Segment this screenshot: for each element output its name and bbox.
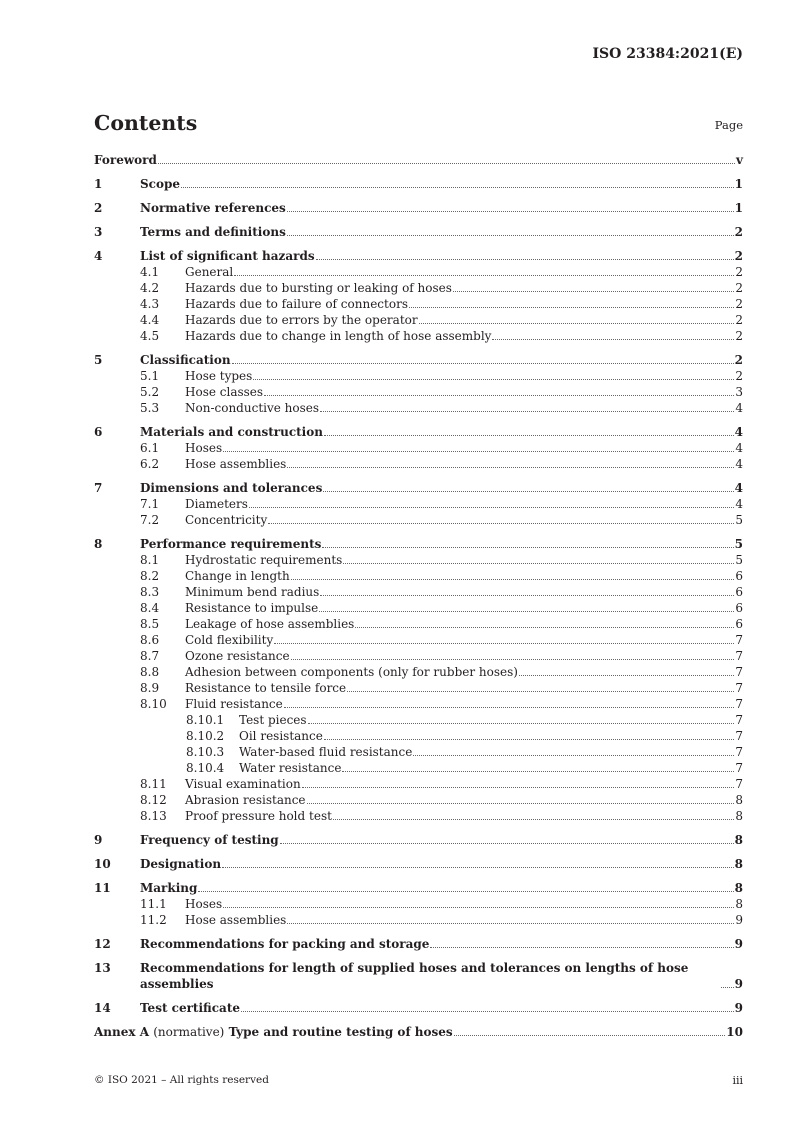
dot-leader: [342, 771, 734, 772]
toc-entry-title: Hoses: [185, 897, 223, 911]
toc-entry-number: 12: [94, 937, 111, 951]
toc-entry[interactable]: [94, 712, 743, 728]
toc-entry[interactable]: [94, 312, 743, 328]
toc-entry[interactable]: [94, 568, 743, 584]
toc-entry-title: Fluid resistance: [185, 697, 283, 711]
toc-entry[interactable]: [94, 536, 743, 552]
toc-entry-number: 1: [94, 177, 103, 191]
toc-entry-page: 8: [734, 881, 743, 895]
toc-entry[interactable]: [94, 384, 743, 400]
toc-entry[interactable]: [94, 936, 743, 952]
toc-entry-title-line: [140, 960, 743, 992]
page-title: Contents: [94, 111, 198, 135]
dot-leader: [333, 819, 734, 820]
toc-entry-page: 4: [734, 481, 743, 495]
toc-entry-number: 8.10.3: [186, 745, 225, 759]
toc-entry-number: 8.1: [140, 553, 160, 567]
toc-entry-number: 5.2: [140, 385, 160, 399]
dot-leader: [287, 235, 734, 236]
toc-entry-page: 5: [734, 537, 743, 551]
dot-leader: [492, 339, 734, 340]
toc-entry-page: 8: [735, 793, 743, 807]
toc-entry[interactable]: [94, 368, 743, 384]
toc-entry-title: Adhesion between components (only for rubber hoses): [185, 665, 518, 679]
toc-entry-title: Proof pressure hold test: [185, 809, 332, 823]
toc-entry-title-line: [140, 832, 743, 848]
toc-entry-title-line: [185, 696, 743, 712]
toc-entry-title-line: [185, 312, 743, 328]
toc-entry-number: 7: [94, 481, 103, 495]
page-number: iii: [732, 1074, 743, 1087]
toc-entry-page: 3: [735, 385, 743, 399]
toc-entry-number: 8.2: [140, 569, 160, 583]
toc-entry-title: Classification: [140, 353, 231, 367]
toc-entry[interactable]: [94, 600, 743, 616]
toc-entry[interactable]: [94, 696, 743, 712]
toc-entry-number: 4.4: [140, 313, 160, 327]
toc-entry-page: 6: [735, 585, 743, 599]
toc-entry-title: Visual examination: [185, 777, 301, 791]
toc-entry-number: 9: [94, 833, 103, 847]
toc-entry[interactable]: [94, 224, 743, 240]
toc-entry-title-line: [140, 880, 743, 896]
dot-leader: [307, 803, 735, 804]
toc-entry-title: Hose assemblies: [185, 457, 287, 471]
dot-leader: [222, 867, 734, 868]
dot-leader: [302, 787, 735, 788]
toc-entry-title: Hydrostatic requirements: [185, 553, 343, 567]
toc-entry-title-line: [185, 496, 743, 512]
dot-leader: [181, 187, 734, 188]
toc-entry-title-line: [140, 352, 743, 368]
toc-entry-number: 8.3: [140, 585, 160, 599]
toc-entry[interactable]: [94, 296, 743, 312]
toc-entry-title-line: [185, 664, 743, 680]
toc-entry[interactable]: [94, 912, 743, 928]
toc-entry-page: 2: [735, 369, 743, 383]
toc-entry-title-line: [140, 176, 743, 192]
toc-entry-title: Normative references: [140, 201, 286, 215]
toc-entry-title-line: [185, 456, 743, 472]
toc-entry-page: 1: [734, 201, 743, 215]
toc-entry-number: 8.6: [140, 633, 160, 647]
toc-entry[interactable]: [94, 856, 743, 872]
toc-entry-title-line: [185, 440, 743, 456]
dot-leader: [280, 843, 734, 844]
toc-entry-title-line: [94, 1024, 743, 1040]
toc-entry-title-line: [239, 712, 743, 728]
toc-entry-title: Hoses: [185, 441, 223, 455]
toc-entry[interactable]: [94, 880, 743, 896]
toc-entry-title-line: [140, 200, 743, 216]
toc-entry-number: 10: [94, 857, 111, 871]
toc-entry-title: List of significant hazards: [140, 249, 315, 263]
toc-entry[interactable]: [94, 328, 743, 344]
toc-entry-title: Hazards due to errors by the operator: [185, 313, 418, 327]
toc-entry-page: 8: [734, 857, 743, 871]
toc-entry[interactable]: [94, 760, 743, 776]
dot-leader: [519, 675, 734, 676]
dot-leader: [274, 643, 734, 644]
dot-leader: [319, 611, 734, 612]
toc-entry-page: 7: [735, 777, 743, 791]
toc-entry-page: 7: [735, 697, 743, 711]
toc-entry-number: 8.10: [140, 697, 167, 711]
toc-entry-page: 10: [726, 1025, 743, 1039]
toc-entry-title-line: [185, 808, 743, 824]
toc-entry-title-line: [185, 512, 743, 528]
toc-entry-number: 8.11: [140, 777, 167, 791]
toc-entry-title: Frequency of testing: [140, 833, 279, 847]
annex-label: Annex A: [94, 1025, 150, 1039]
dot-leader: [223, 451, 734, 452]
toc-entry[interactable]: [94, 632, 743, 648]
toc-entry-title-line: [140, 224, 743, 240]
toc-entry-number: 4.5: [140, 329, 160, 343]
toc-entry[interactable]: [94, 512, 743, 528]
toc-entry-page: 9: [735, 913, 743, 927]
toc-entry[interactable]: [94, 152, 743, 168]
dot-leader: [268, 523, 734, 524]
toc-entry-number: 5: [94, 353, 103, 367]
toc-entry-title: Performance requirements: [140, 537, 322, 551]
toc-entry-title-line: [185, 584, 743, 600]
toc-entry-title: Hose types: [185, 369, 253, 383]
dot-leader: [287, 923, 734, 924]
toc-entry-title: Hazards due to failure of connectors: [185, 297, 408, 311]
toc-entry-page: 2: [735, 281, 743, 295]
toc-entry-title: Scope: [140, 177, 181, 191]
toc-entry-number: 5.3: [140, 401, 160, 415]
toc-entry[interactable]: [94, 552, 743, 568]
toc-entry-title-line: [140, 1000, 743, 1016]
toc-entry-page: 2: [735, 297, 743, 311]
toc-entry-title: Leakage of hose assemblies: [185, 617, 355, 631]
toc-entry-title-line: [185, 400, 743, 416]
toc-entry-title: Recommendations for packing and storage: [140, 937, 430, 951]
dot-leader: [409, 307, 734, 308]
toc-entry-page: 9: [734, 937, 743, 951]
toc-entry-title-line: [94, 152, 743, 168]
toc-entry-number: 11.1: [140, 897, 167, 911]
toc-entry-title-line: [185, 568, 743, 584]
toc-entry[interactable]: [94, 200, 743, 216]
dot-leader: [287, 211, 734, 212]
toc-entry-page: 7: [735, 761, 743, 775]
toc-entry[interactable]: [94, 1024, 743, 1040]
toc-entry[interactable]: [94, 1000, 743, 1016]
dot-leader: [721, 987, 734, 988]
toc-entry-number: 4.3: [140, 297, 160, 311]
toc-entry[interactable]: [94, 680, 743, 696]
dot-leader: [453, 291, 734, 292]
toc-entry-page: 9: [734, 977, 743, 991]
toc-entry-title-line: [239, 744, 743, 760]
toc-entry-page: 4: [735, 457, 743, 471]
toc-entry-page: 2: [735, 329, 743, 343]
toc-entry-number: 8.9: [140, 681, 160, 695]
toc-entry-title: Recommendations for length of supplied hoses and tolerances on lengths of hose assemblies: [140, 961, 689, 991]
dot-leader: [291, 659, 735, 660]
toc-entry-title: Ozone resistance: [185, 649, 290, 663]
toc-entry-page: 7: [735, 729, 743, 743]
toc-entry-page: 2: [734, 353, 743, 367]
annex-type: (normative): [153, 1025, 225, 1039]
toc-entry[interactable]: [94, 896, 743, 912]
toc-entry-number: 11: [94, 881, 111, 895]
toc-entry-title-line: [140, 248, 743, 264]
page-column-label: Page: [714, 118, 743, 132]
toc-entry-title: Oil resistance: [239, 729, 323, 743]
toc-entry[interactable]: [94, 352, 743, 368]
dot-leader: [320, 411, 734, 412]
toc-entry-title: Concentricity: [185, 513, 268, 527]
toc-entry[interactable]: [94, 808, 743, 824]
dot-leader: [284, 707, 735, 708]
toc-entry-title-line: [185, 600, 743, 616]
toc-entry-title-line: [185, 648, 743, 664]
toc-entry-title: Non-conductive hoses: [185, 401, 320, 415]
dot-leader: [347, 691, 734, 692]
toc-entry-number: 8.4: [140, 601, 160, 615]
toc-entry-number: 6.2: [140, 457, 160, 471]
toc-entry[interactable]: [94, 776, 743, 792]
toc-entry-title: Test pieces: [239, 713, 307, 727]
toc-entry-title: Marking: [140, 881, 198, 895]
toc-entry-title-line: [185, 632, 743, 648]
toc-entry-page: 6: [735, 617, 743, 631]
toc-entry-number: 4: [94, 249, 103, 263]
toc-entry-number: 11.2: [140, 913, 167, 927]
toc-entry[interactable]: [94, 616, 743, 632]
document-header: ISO 23384:2021(E): [592, 46, 743, 62]
toc-entry-title-line: [185, 368, 743, 384]
dot-leader: [454, 1035, 726, 1036]
toc-entry[interactable]: [94, 664, 743, 680]
toc-entry-number: 4.2: [140, 281, 160, 295]
toc-entry-page: 8: [734, 833, 743, 847]
dot-leader: [232, 363, 734, 364]
toc-entry-number: 8.10.4: [186, 761, 225, 775]
dot-leader: [253, 379, 734, 380]
toc-entry-page: 5: [735, 553, 743, 567]
toc-entry-title: Resistance to impulse: [185, 601, 319, 615]
dot-leader: [158, 163, 735, 164]
toc-entry-title: Terms and definitions: [140, 225, 286, 239]
toc-entry[interactable]: [94, 648, 743, 664]
toc-entry-page: 2: [734, 249, 743, 263]
table-of-contents: [94, 152, 743, 1040]
toc-entry-title-line: [185, 776, 743, 792]
toc-entry-page: 4: [734, 425, 743, 439]
toc-entry[interactable]: [94, 424, 743, 440]
toc-entry-title: Diameters: [185, 497, 248, 511]
toc-entry-page: 7: [735, 713, 743, 727]
toc-entry-title: Foreword: [94, 153, 157, 167]
toc-entry-number: 13: [94, 961, 111, 975]
toc-entry-title-line: [185, 384, 743, 400]
toc-entry-title: Test certificate: [140, 1001, 241, 1015]
toc-entry-title: Hose classes: [185, 385, 264, 399]
toc-entry-title-line: [140, 536, 743, 552]
toc-entry-page: 2: [735, 265, 743, 279]
dot-leader: [324, 739, 735, 740]
toc-entry-title: Hose assemblies: [185, 913, 287, 927]
toc-entry-page: 4: [735, 401, 743, 415]
toc-entry-title: Hazards due to change in length of hose assembly: [185, 329, 492, 343]
toc-entry-title-line: [239, 760, 743, 776]
toc-entry-number: 14: [94, 1001, 111, 1015]
toc-entry-title-line: [185, 264, 743, 280]
toc-entry-title-line: [185, 328, 743, 344]
toc-entry-number: 6: [94, 425, 103, 439]
toc-entry-title-line: [185, 552, 743, 568]
toc-entry-page: 8: [735, 897, 743, 911]
toc-entry-page: 8: [735, 809, 743, 823]
toc-entry-number: 8.8: [140, 665, 160, 679]
toc-entry-number: 6.1: [140, 441, 160, 455]
toc-entry-title-line: [140, 424, 743, 440]
dot-leader: [234, 275, 734, 276]
toc-entry[interactable]: [94, 792, 743, 808]
dot-leader: [264, 395, 734, 396]
dot-leader: [287, 467, 734, 468]
toc-entry-page: 2: [734, 225, 743, 239]
toc-entry-page: 6: [735, 569, 743, 583]
toc-entry[interactable]: [94, 248, 743, 264]
dot-leader: [249, 507, 734, 508]
toc-entry-title: General: [185, 265, 234, 279]
toc-entry-number: 8.13: [140, 809, 167, 823]
toc-entry-title-line: [140, 480, 743, 496]
dot-leader: [320, 595, 734, 596]
toc-entry-number: 7.1: [140, 497, 160, 511]
dot-leader: [198, 891, 733, 892]
toc-entry-page: 2: [735, 313, 743, 327]
toc-entry-number: 5.1: [140, 369, 160, 383]
toc-entry[interactable]: [94, 400, 743, 416]
toc-entry-page: v: [736, 153, 743, 167]
toc-entry[interactable]: [94, 456, 743, 472]
toc-entry[interactable]: [94, 176, 743, 192]
toc-entry-page: 7: [735, 633, 743, 647]
dot-leader: [223, 907, 734, 908]
toc-entry[interactable]: [94, 280, 743, 296]
toc-entry-title: Water resistance: [239, 761, 342, 775]
toc-entry-page: 4: [735, 497, 743, 511]
toc-entry-title: Cold flexibility: [185, 633, 274, 647]
toc-entry-page: 1: [734, 177, 743, 191]
toc-entry-page: 6: [735, 601, 743, 615]
toc-entry-title-line: [140, 936, 743, 952]
toc-entry-title: Materials and construction: [140, 425, 323, 439]
dot-leader: [308, 723, 735, 724]
toc-entry-page: 7: [735, 745, 743, 759]
toc-entry-title: Water-based fluid resistance: [239, 745, 413, 759]
toc-entry-title: Designation: [140, 857, 222, 871]
dot-leader: [316, 259, 734, 260]
toc-entry-title-line: [185, 280, 743, 296]
toc-entry-page: 4: [735, 441, 743, 455]
dot-leader: [323, 491, 733, 492]
toc-entry-page: 7: [735, 649, 743, 663]
toc-entry-number: 8: [94, 537, 103, 551]
toc-entry-title-line: [185, 296, 743, 312]
toc-entry-title: Minimum bend radius: [185, 585, 320, 599]
toc-entry-title: Dimensions and tolerances: [140, 481, 323, 495]
toc-entry[interactable]: [94, 728, 743, 744]
toc-entry-title-line: [185, 912, 743, 928]
toc-entry-number: 8.10.1: [186, 713, 225, 727]
toc-entry-title-line: [140, 856, 743, 872]
toc-entry-number: 8.5: [140, 617, 160, 631]
toc-entry-title: Type and routine testing of hoses: [228, 1025, 453, 1039]
toc-entry-page: 5: [735, 513, 743, 527]
dot-leader: [419, 323, 735, 324]
copyright-notice: © ISO 2021 – All rights reserved: [94, 1074, 269, 1086]
toc-entry[interactable]: [94, 584, 743, 600]
toc-entry-number: 2: [94, 201, 103, 215]
toc-entry-title: Change in length: [185, 569, 290, 583]
toc-entry-number: 7.2: [140, 513, 160, 527]
dot-leader: [291, 579, 735, 580]
toc-entry[interactable]: [94, 744, 743, 760]
dot-leader: [355, 627, 734, 628]
toc-entry-page: 7: [735, 665, 743, 679]
toc-entry-title-line: [185, 792, 743, 808]
toc-entry-title: Hazards due to bursting or leaking of hoses: [185, 281, 452, 295]
dot-leader: [322, 547, 733, 548]
dot-leader: [343, 563, 734, 564]
toc-entry[interactable]: [94, 480, 743, 496]
toc-entry[interactable]: [94, 496, 743, 512]
dot-leader: [430, 947, 733, 948]
toc-entry-title: Resistance to tensile force: [185, 681, 347, 695]
toc-entry-title: Abrasion resistance: [185, 793, 306, 807]
toc-entry-title-line: [239, 728, 743, 744]
dot-leader: [241, 1011, 734, 1012]
toc-entry-number: 8.12: [140, 793, 167, 807]
toc-entry-number: 8.10.2: [186, 729, 225, 743]
toc-entry-title-line: [185, 680, 743, 696]
toc-entry-page: 9: [734, 1001, 743, 1015]
toc-entry[interactable]: [94, 440, 743, 456]
toc-entry-page: 7: [735, 681, 743, 695]
toc-entry-number: 3: [94, 225, 103, 239]
toc-entry-number: 8.7: [140, 649, 160, 663]
dot-leader: [413, 755, 734, 756]
toc-entry[interactable]: [94, 832, 743, 848]
dot-leader: [324, 435, 734, 436]
toc-entry[interactable]: [94, 960, 743, 992]
toc-entry-title-line: [185, 896, 743, 912]
toc-entry-number: 4.1: [140, 265, 160, 279]
toc-entry[interactable]: [94, 264, 743, 280]
toc-entry-title-line: [185, 616, 743, 632]
